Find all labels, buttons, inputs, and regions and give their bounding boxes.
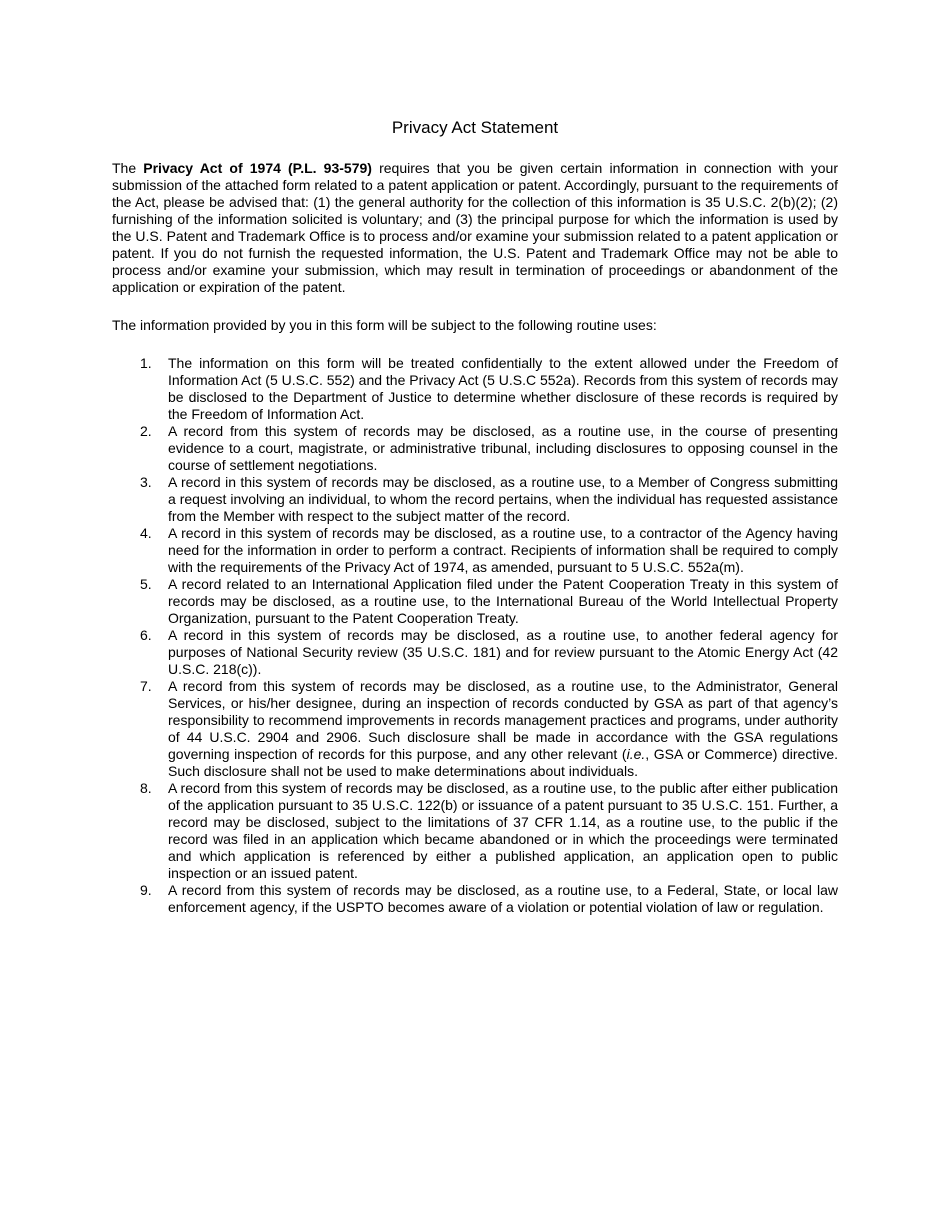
list-item (112, 576, 838, 627)
item-text-after: , GSA or Commerce) directive. Such disclosure shall not be used to make determinations about individuals. (168, 746, 838, 779)
intro-body: requires that you be given certain information in connection with your submission of the attached form related to a patent application or patent. Accordingly, pursuant to the requirements of the Act, please be advised that: (1) the general authority for the collection of this information is 35 U.S.C. 2(b)(2); (2) furnishing of the information solicited is voluntary; and (3) the principal purpose for which the information is used by the U.S. Patent and Trademark Office is to process and/or examine your submission related to a patent application or patent. If you do not furnish the requested information, the U.S. Patent and Trademark Office may not be able to process and/or examine your submission, which may result in termination of proceedings or abandonment of the application or expiration of the patent. (112, 160, 839, 295)
list-item (112, 423, 838, 474)
list-item (112, 678, 838, 780)
item-text: The information on this form will be treated confidentially to the extent allowed under the Freedom of Information Act (5 U.S.C. 552) and the Privacy Act (5 U.S.C 552a). Records from this system of records may be disclosed to the Department of Justice to determine whether disclosure of these records is required by the Freedom of Information Act. (168, 355, 838, 422)
item-number: 1. (140, 355, 152, 371)
item-text: A record in this system of records may be disclosed, as a routine use, to a contractor of the Agency having need for the information in order to perform a contract. Recipients of information shall be required to comply with the requirements of the Privacy Act of 1974, as amended, pursuant to 5 U.S.C. 552a(m). (168, 525, 838, 575)
item-number: 8. (140, 780, 152, 796)
item-text: A record in this system of records may be disclosed, as a routine use, to a Member of Congress submitting a request involving an individual, to whom the record pertains, when the individual has requested assistance from the Member with respect to the subject matter of the record. (168, 474, 838, 524)
list-item (112, 355, 838, 423)
item-number: 7. (140, 678, 152, 694)
item-text: A record from this system of records may be disclosed, as a routine use, to the public after either publication of the application pursuant to 35 U.S.C. 122(b) or issuance of a patent pursuant to 35 U.S.C. 151. Further, a record may be disclosed, subject to the limitations of 37 CFR 1.14, as a routine use, to the public if the record was filed in an application which became abandoned or in which the proceedings were terminated and which application is referenced by either a published application, an application open to public inspection or an issued patent. (168, 780, 838, 881)
item-text: A record in this system of records may be disclosed, as a routine use, to another federal agency for purposes of National Security review (35 U.S.C. 181) and for review pursuant to the Atomic Energy Act (42 U.S.C. 218(c)). (168, 627, 838, 677)
routine-uses-list (112, 355, 838, 916)
item-number: 6. (140, 627, 152, 643)
item-number: 4. (140, 525, 152, 541)
list-item (112, 474, 838, 525)
item-number: 2. (140, 423, 152, 439)
list-item (112, 780, 838, 882)
item-number: 3. (140, 474, 152, 490)
list-item (112, 627, 838, 678)
page-title: Privacy Act Statement (391, 118, 559, 137)
list-item (112, 525, 838, 576)
item-text: A record related to an International Application filed under the Patent Cooperation Treaty in this system of records may be disclosed, as a routine use, to the International Bureau of the World Intellectual Property Organization, pursuant to the Patent Cooperation Treaty. (168, 576, 838, 626)
item-number: 5. (140, 576, 152, 592)
item-text-before: A record from this system of records may be disclosed, as a routine use, to the Administrator, General Services, or his/her designee, during an inspection of records conducted by GSA as part of that agency’s responsibility to recommend improvements in records management practices and programs, under authority of 44 U.S.C. 2904 and 2906. Such disclosure shall be made in accordance with the GSA regulations governing inspection of records for this purpose, and any other relevant ( (168, 678, 838, 762)
act-name: Privacy Act of 1974 (P.L. 93-579) (143, 160, 372, 176)
intro-lead: The (112, 160, 144, 176)
item-number: 9. (140, 882, 152, 898)
list-item (112, 882, 838, 916)
privacy-act-statement (112, 118, 838, 916)
item-text: A record from this system of records may be disclosed, as a routine use, in the course of presenting evidence to a court, magistrate, or administrative tribunal, including disclosures to opposing counsel in the course of settlement negotiations. (168, 423, 838, 473)
routine-uses-intro: The information provided by you in this form will be subject to the following routine uses: (112, 317, 657, 333)
item-text: A record from this system of records may be disclosed, as a routine use, to a Federal, State, or local law enforcement agency, if the USPTO becomes aware of a violation or potential violation of law or regulation. (168, 882, 838, 915)
item-text-italic: i.e. (626, 746, 646, 762)
intro-paragraph (112, 160, 838, 296)
